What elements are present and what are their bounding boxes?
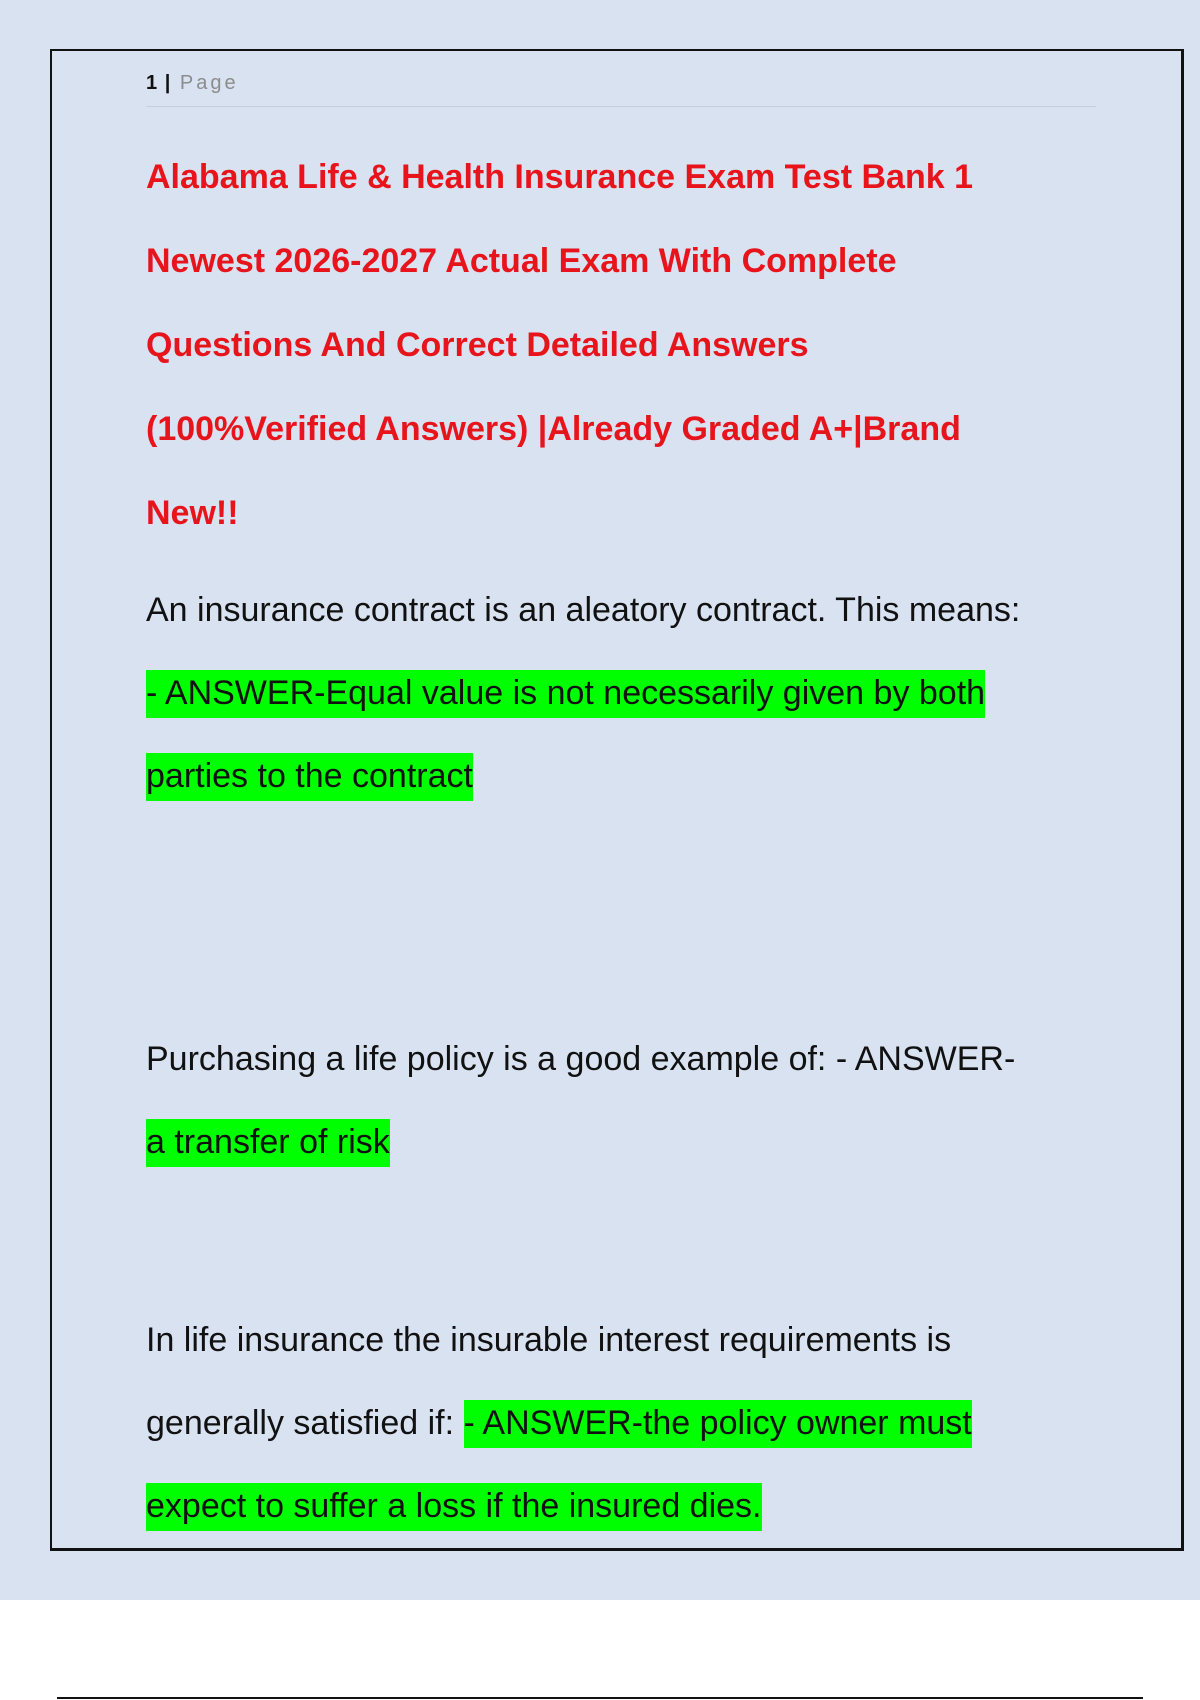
answer-highlight: a transfer of risk	[146, 1119, 390, 1167]
answer-highlight: expect to suffer a loss if the insured dies.	[146, 1483, 762, 1531]
answer-highlight: parties to the contract	[146, 753, 473, 801]
answer-highlight: - ANSWER-the policy owner must	[464, 1400, 972, 1448]
question-text: An insurance contract is an aleatory contract. This means:	[146, 591, 1021, 629]
question-block-3	[146, 1299, 1096, 1548]
page-number: 1	[146, 72, 158, 94]
question-block-2	[146, 1018, 1096, 1184]
title-line: (100%Verified Answers) |Already Graded A+|Brand	[146, 410, 961, 448]
document-content	[146, 60, 1096, 1548]
title-line: Questions And Correct Detailed Answers	[146, 326, 809, 364]
question-text: In life insurance the insurable interest requirements is	[146, 1321, 952, 1359]
answer-highlight: - ANSWER-Equal value is not necessarily given by both	[146, 670, 985, 718]
document-title	[146, 135, 1096, 555]
title-line: Newest 2026-2027 Actual Exam With Complete	[146, 242, 897, 280]
question-block-1	[146, 569, 1096, 818]
title-line: Alabama Life & Health Insurance Exam Test Bank 1	[146, 158, 973, 196]
page-separator: |	[164, 72, 171, 94]
page-header	[146, 60, 1096, 107]
question-text: Purchasing a life policy is a good example of: - ANSWER-	[146, 1040, 1016, 1078]
question-text: generally satisfied if:	[146, 1404, 464, 1442]
title-line: New!!	[146, 494, 239, 532]
page-label: Page	[179, 72, 239, 94]
footer-rule	[57, 1697, 1143, 1699]
